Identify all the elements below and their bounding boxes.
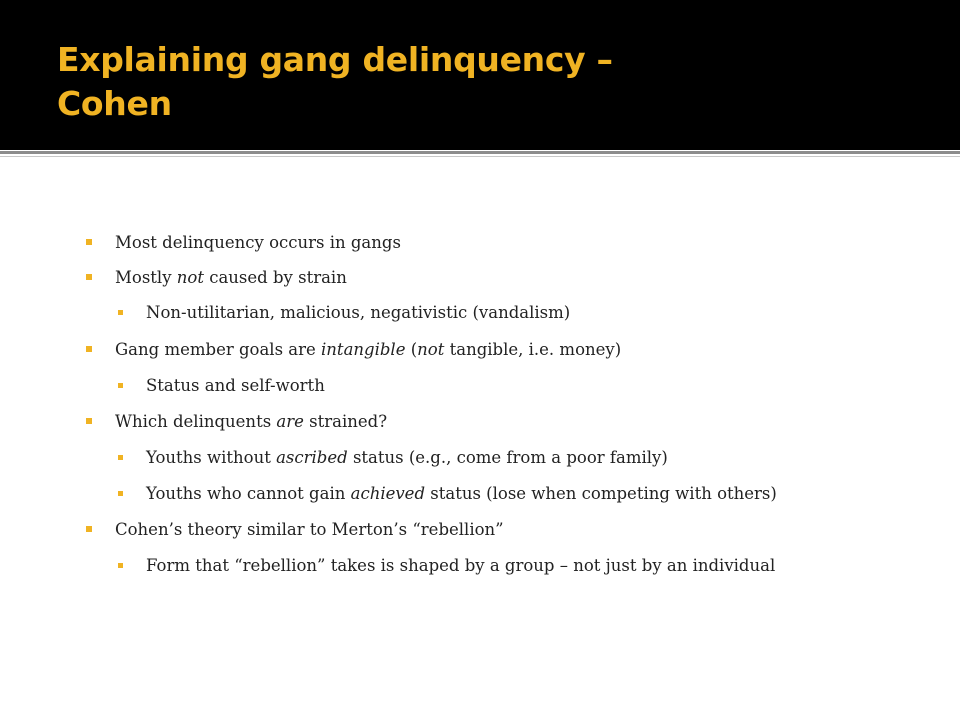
bullet-text: Youths without ascribed status (e.g., come from a poor family) <box>146 447 668 467</box>
sub-bullet-item <box>118 552 775 578</box>
bullet-text: Youths who cannot gain achieved status (lose when competing with others) <box>146 483 777 503</box>
square-bullet-icon <box>86 274 92 280</box>
bullet-text: Non-utilitarian, malicious, negativistic (vandalism) <box>146 302 571 322</box>
square-bullet-icon <box>118 455 123 460</box>
bullet-item <box>86 408 387 434</box>
sub-bullet-item <box>118 299 570 325</box>
bullet-item <box>86 264 347 290</box>
square-bullet-icon <box>86 526 92 532</box>
square-bullet-icon <box>118 310 123 315</box>
square-bullet-icon <box>118 491 123 496</box>
square-bullet-icon <box>118 383 123 388</box>
sub-bullet-item <box>118 480 777 506</box>
bullet-text: Which delinquents are strained? <box>115 411 388 431</box>
bullet-text: Cohen’s theory similar to Merton’s “rebellion” <box>115 519 504 539</box>
square-bullet-icon <box>86 239 92 245</box>
bullet-text: Form that “rebellion” takes is shaped by a group – not just by an individual <box>146 555 776 575</box>
bullet-item <box>86 516 504 542</box>
bullet-item <box>86 336 621 362</box>
bullet-item <box>86 229 401 255</box>
square-bullet-icon <box>86 346 92 352</box>
bullet-text: Status and self-worth <box>146 375 325 395</box>
square-bullet-icon <box>118 563 123 568</box>
slide-title-line-1: Explaining gang delinquency – <box>57 40 613 79</box>
square-bullet-icon <box>86 418 92 424</box>
bullet-text: Most delinquency occurs in gangs <box>115 232 401 252</box>
slide-title-line-2: Cohen <box>57 84 172 123</box>
sub-bullet-item <box>118 372 325 398</box>
sub-bullet-item <box>118 444 668 470</box>
bullet-text: Mostly not caused by strain <box>115 267 347 287</box>
bullet-text: Gang member goals are intangible (not tangible, i.e. money) <box>115 339 622 359</box>
